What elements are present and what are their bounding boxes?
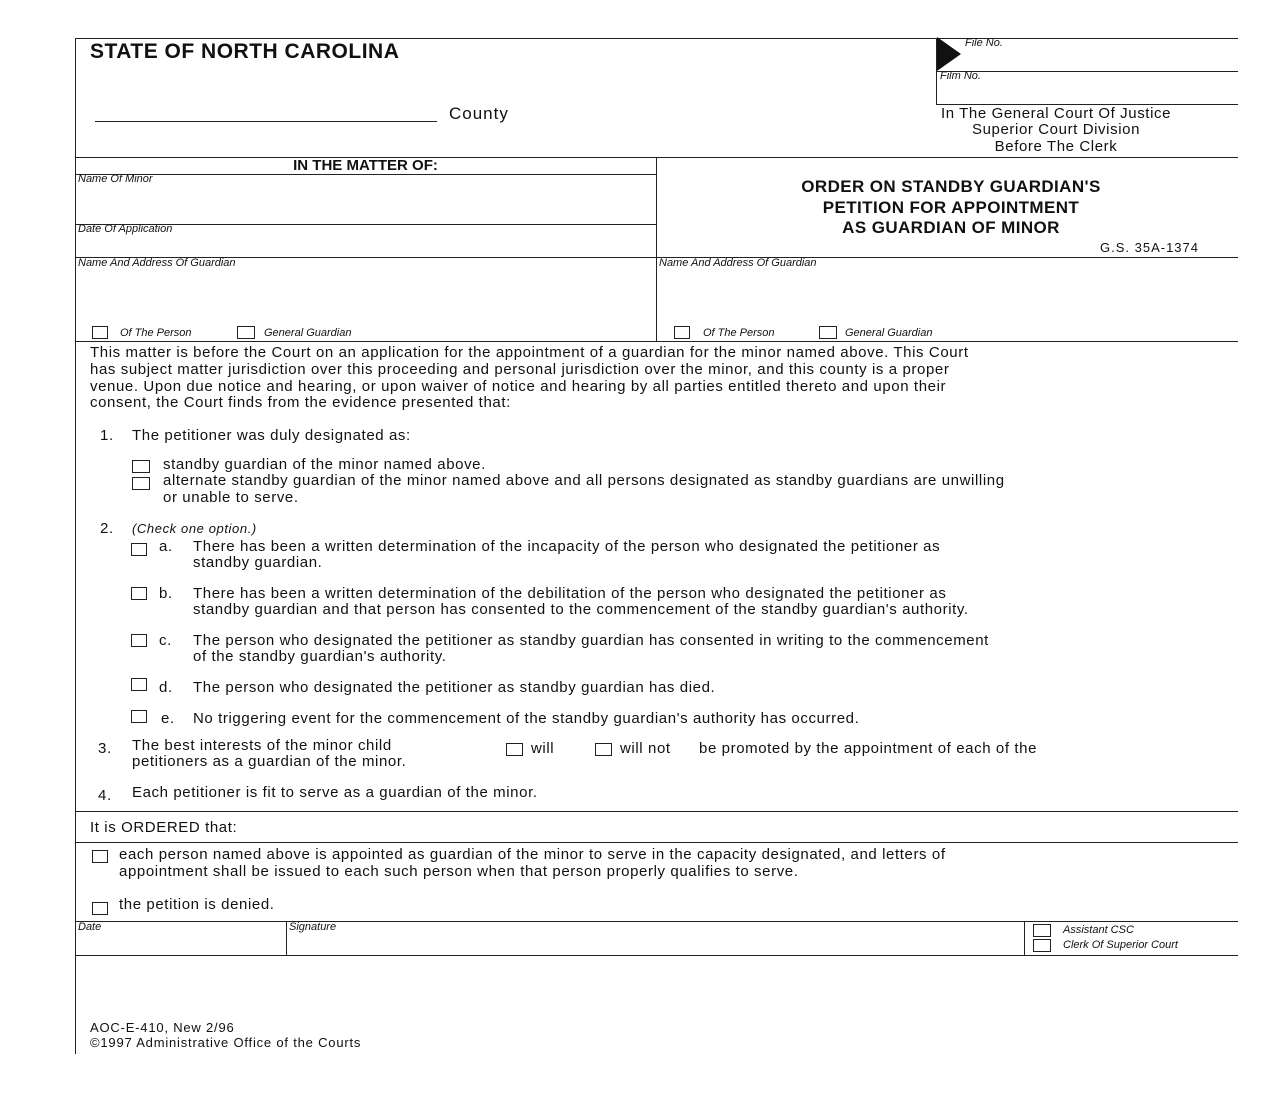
option-e-line-1: No triggering event for the commencement of the standby guardian's authority has occurred. (193, 710, 860, 727)
signature-divider (1024, 921, 1025, 956)
finding-3-line-2: petitioners as a guardian of the minor. (132, 753, 407, 770)
finding-1-text: The petitioner was duly designated as: (132, 427, 411, 444)
finding-3-text-a: The best interests of the minor child (132, 737, 392, 754)
file-no-label: File No. (965, 37, 1003, 49)
order-bottom-line (75, 921, 1238, 922)
matter-heading: IN THE MATTER OF: (293, 157, 438, 174)
court-line-3: Before The Clerk (994, 138, 1118, 155)
intro-line-1: This matter is before the Court on an application for the appointment of a guardian for the minor named above. This Court (90, 344, 969, 361)
right-of-the-person-checkbox[interactable] (674, 326, 690, 339)
county-line (95, 121, 437, 122)
intro-line-4: consent, the Court finds from the evidence presented that: (90, 394, 511, 411)
guardian-right-field[interactable] (657, 270, 1237, 320)
left-general-guardian-checkbox[interactable] (237, 326, 255, 339)
county-label: County (449, 104, 509, 123)
option-d-line-1: The person who designated the petitioner as standby guardian has died. (193, 679, 716, 696)
left-of-the-person-checkbox[interactable] (92, 326, 108, 339)
denied-checkbox[interactable] (92, 902, 108, 915)
order-heading-line (75, 842, 1238, 843)
court-line-1: In The General Court Of Justice (940, 105, 1172, 122)
name-of-minor-field[interactable] (76, 186, 655, 223)
left-general-guardian-label: General Guardian (264, 327, 352, 339)
guardian-bottom-line (75, 341, 1238, 342)
option-c-line-1: The person who designated the petitioner as standby guardian has consented in writing to the commencement (193, 632, 989, 649)
finding-3-number: 3. (98, 740, 112, 757)
finding-1-number: 1. (100, 427, 114, 444)
right-of-the-person-label: Of The Person (703, 327, 775, 339)
date-divider (286, 921, 287, 956)
matter-heading-line (75, 174, 656, 175)
order-heading: It is ORDERED that: (90, 819, 238, 836)
will-not-checkbox[interactable] (595, 743, 612, 756)
option-a-line-2: standby guardian. (193, 554, 323, 571)
standby-guardian-label: standby guardian of the minor named above. (163, 456, 486, 473)
option-d-checkbox[interactable] (131, 678, 147, 691)
option-b-line-2: standby guardian and that person has consented to the commencement of the standby guardian's authority. (193, 601, 969, 618)
option-e-letter: e. (161, 710, 175, 727)
assistant-csc-checkbox[interactable] (1033, 924, 1051, 937)
file-no-arrow-icon (936, 36, 962, 72)
state-heading: STATE OF NORTH CAROLINA (90, 40, 400, 63)
finding-4-number: 4. (98, 787, 112, 804)
date-label: Date (78, 921, 102, 933)
option-b-letter: b. (159, 585, 173, 602)
file-no-line (936, 71, 1238, 72)
intro-line-2: has subject matter jurisdiction over this proceeding and personal jurisdiction over the minor, and this county is a proper (90, 361, 950, 378)
will-not-label: will not (620, 740, 671, 757)
left-of-the-person-label: Of The Person (120, 327, 192, 339)
option-c-letter: c. (159, 632, 172, 649)
option-a-letter: a. (159, 538, 173, 555)
date-of-application-field[interactable] (76, 236, 655, 256)
date-of-application-label: Date Of Application (78, 223, 173, 235)
will-label: will (531, 740, 555, 757)
assistant-csc-label: Assistant CSC (1063, 924, 1134, 936)
option-c-checkbox[interactable] (131, 634, 147, 647)
finding-2-instruction: (Check one option.) (132, 521, 257, 536)
clerk-checkbox[interactable] (1033, 939, 1051, 952)
signature-label: Signature (289, 921, 337, 933)
clerk-label: Clerk Of Superior Court (1063, 939, 1178, 951)
guardian-left-field[interactable] (76, 270, 655, 320)
finding-3-text-b: be promoted by the appointment of each of the (699, 740, 1038, 757)
guardian-left-label: Name And Address Of Guardian (78, 257, 236, 269)
name-of-minor-label: Name Of Minor (78, 173, 153, 185)
alternate-standby-label-1: alternate standby guardian of the minor named above and all persons designated as standby guardians are unwilling (163, 472, 1005, 489)
option-b-line-1: There has been a written determination of the debilitation of the person who designated the petitioner as (193, 585, 947, 602)
standby-guardian-checkbox[interactable] (132, 460, 150, 473)
option-a-line-1: There has been a written determination of the incapacity of the person who designated the petitioner as (193, 538, 941, 555)
option-e-checkbox[interactable] (131, 710, 147, 723)
guardian-right-label: Name And Address Of Guardian (659, 257, 817, 269)
intro-line-3: venue. Upon due notice and hearing, or upon waiver of notice and hearing by all parties entitled thereto and upon their (90, 378, 947, 395)
form-id: AOC-E-410, New 2/96 (90, 1020, 235, 1035)
date-field[interactable] (76, 934, 284, 954)
appoint-line-1: each person named above is appointed as guardian of the minor to serve in the capacity designated, and letters of (119, 846, 946, 863)
form-title-line-2: PETITION FOR APPOINTMENT (822, 198, 1080, 217)
appoint-checkbox[interactable] (92, 850, 108, 863)
right-general-guardian-checkbox[interactable] (819, 326, 837, 339)
guardian-top-line (75, 257, 1238, 258)
appoint-line-2: appointment shall be issued to each such person when that person properly qualifies to serve. (119, 863, 799, 880)
signature-bottom-line (75, 955, 1238, 956)
statute-reference: G.S. 35A-1374 (1100, 240, 1199, 255)
court-line-2: Superior Court Division (971, 121, 1141, 138)
signature-field[interactable] (288, 934, 1022, 954)
alternate-standby-label-2: or unable to serve. (163, 489, 299, 506)
copyright: ©1997 Administrative Office of the Courts (90, 1035, 362, 1050)
form-title-line-3: AS GUARDIAN OF MINOR (842, 218, 1060, 237)
finding-2-number: 2. (100, 520, 114, 537)
option-b-checkbox[interactable] (131, 587, 147, 600)
will-checkbox[interactable] (506, 743, 523, 756)
finding-4-text: Each petitioner is fit to serve as a guardian of the minor. (132, 784, 538, 801)
findings-bottom-line (75, 811, 1238, 812)
top-border (75, 38, 1238, 39)
form-title-line-1: ORDER ON STANDBY GUARDIAN'S (801, 177, 1101, 196)
right-general-guardian-label: General Guardian (845, 327, 933, 339)
option-a-checkbox[interactable] (131, 543, 147, 556)
alternate-standby-checkbox[interactable] (132, 477, 150, 490)
option-d-letter: d. (159, 679, 173, 696)
film-no-label: Film No. (940, 70, 981, 82)
option-c-line-2: of the standby guardian's authority. (193, 648, 447, 665)
denied-label: the petition is denied. (119, 896, 275, 913)
